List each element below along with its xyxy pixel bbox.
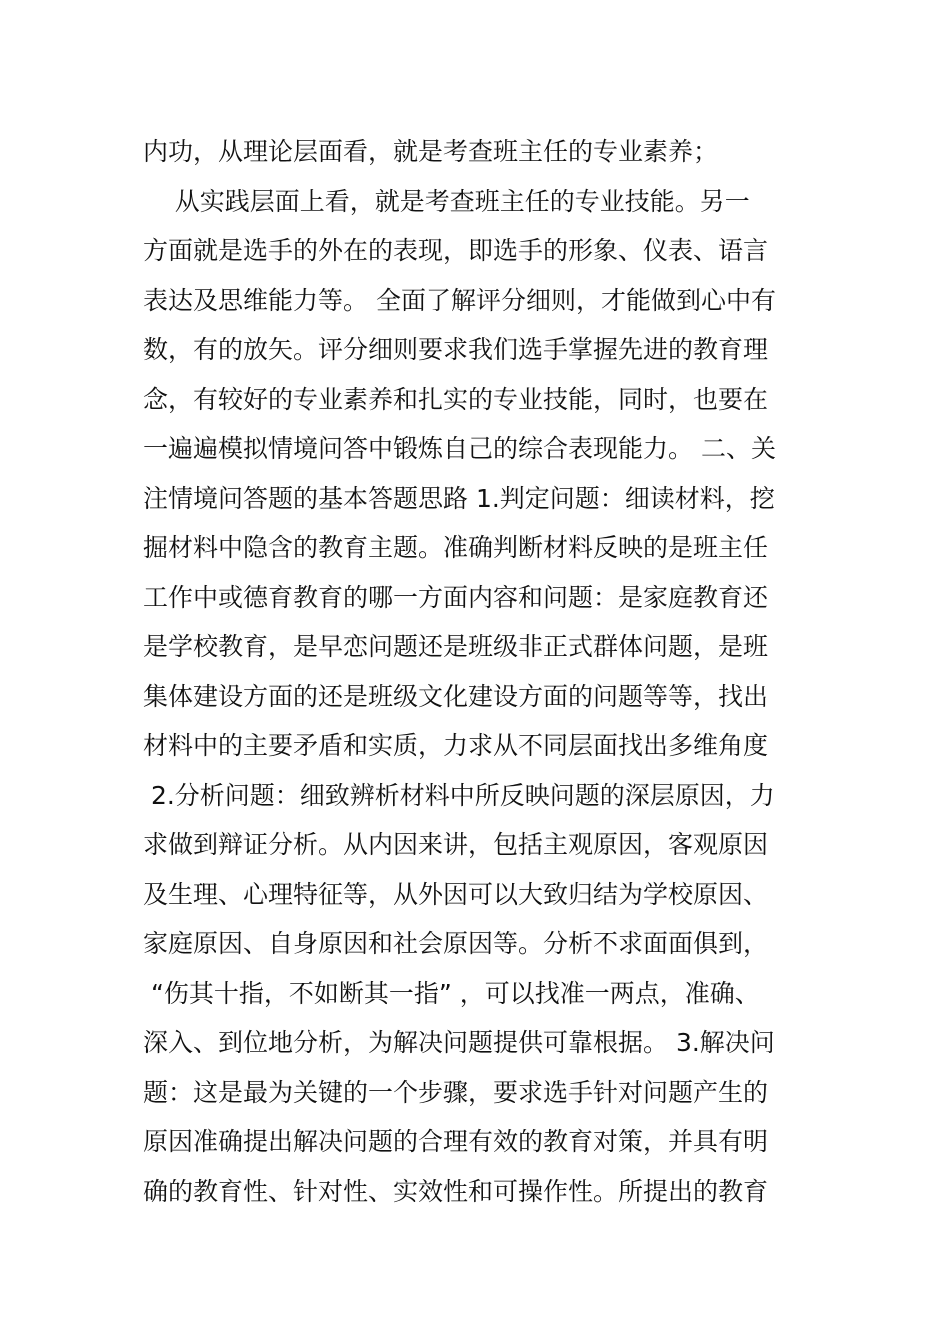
text-line: 从实践层面上看，就是考查班主任的专业技能。另一 (143, 186, 750, 216)
text-line: 深入、到位地分析，为解决问题提供可靠根据。 3.解决问 (143, 1028, 775, 1057)
text-line: 确的教育性、针对性、实效性和可操作性。所提出的教育 (143, 1176, 769, 1206)
text-line: 念，有较好的专业素养和扎实的专业技能，同时，也要在 (143, 384, 769, 414)
text-line: 2.分析问题：细致辨析材料中所反映问题的深层原因，力 (143, 780, 775, 810)
text-line: 内功，从理论层面看，就是考查班主任的专业素养； (143, 137, 719, 166)
text-line: 及生理、心理特征等，从外因可以大致归结为学校原因、 (143, 879, 769, 909)
text-line: “伤其十指，不如断其一指” ，可以找准一两点，准确、 (143, 978, 760, 1008)
text-line: 原因准确提出解决问题的合理有效的教育对策，并具有明 (143, 1127, 769, 1156)
text-line: 表达及思维能力等。 全面了解评分细则，才能做到心中有 (143, 285, 776, 315)
text-line: 集体建设方面的还是班级文化建设方面的问题等等，找出 (143, 681, 769, 711)
text-line: 一遍遍模拟情境问答中锻炼自己的综合表现能力。 二、关 (143, 434, 776, 463)
text-line: 掘材料中隐含的教育主题。准确判断材料反映的是班主任 (143, 533, 769, 562)
text-line: 方面就是选手的外在的表现，即选手的形象、仪表、语言 (143, 236, 769, 265)
text-line: 是学校教育，是早恋问题还是班级非正式群体问题，是班 (143, 632, 769, 661)
text-line: 材料中的主要矛盾和实质，力求从不同层面找出多维角度 (143, 731, 769, 760)
text-line: 求做到辩证分析。从内因来讲，包括主观原因，客观原因 (143, 830, 769, 859)
body-text (143, 127, 813, 1216)
text-line: 注情境问答题的基本答题思路 1.判定问题：细读材料，挖 (143, 483, 775, 513)
text-line: 数，有的放矢。评分细则要求我们选手掌握先进的教育理 (143, 335, 769, 364)
text-line: 家庭原因、自身原因和社会原因等。分析不求面面俱到， (143, 929, 769, 958)
text-line: 题：这是最为关键的一个步骤，要求选手针对问题产生的 (143, 1077, 769, 1107)
text-line: 工作中或德育教育的哪一方面内容和问题：是家庭教育还 (143, 582, 769, 612)
